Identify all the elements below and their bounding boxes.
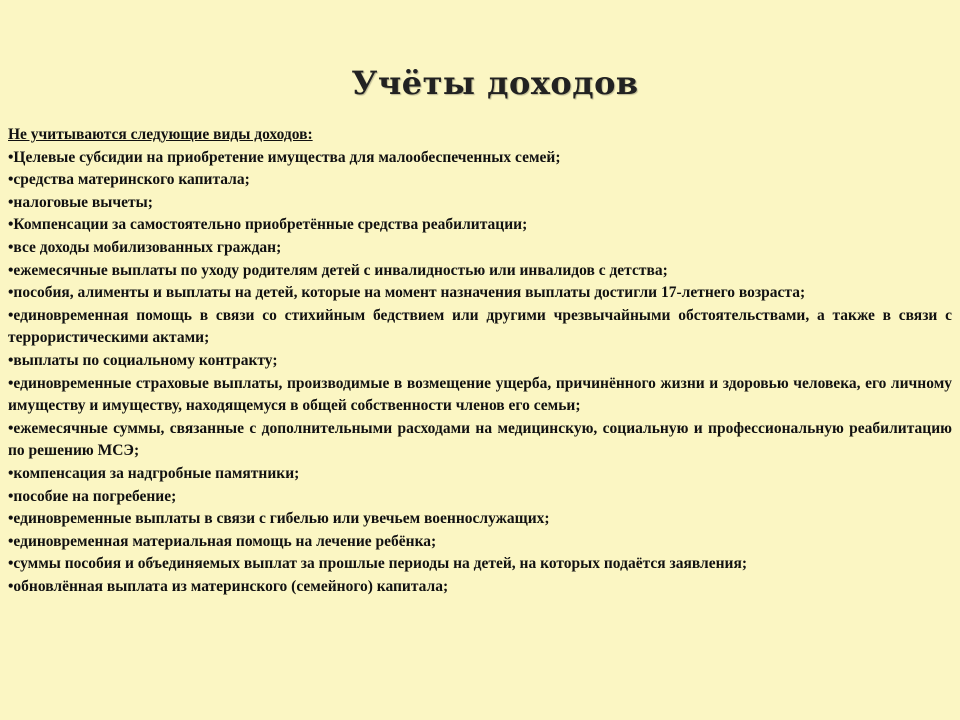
list-item: •пособия, алименты и выплаты на детей, которые на момент назначения выплаты достигли 17-летнего возраста; bbox=[8, 284, 806, 302]
slide-content bbox=[8, 124, 952, 598]
list-item: •единовременные страховые выплаты, производимые в возмещение ущерба, причинённого жизни и здоровью человека, его личному имуществу и имуществу, находящемуся в общей собственности членов его семьи; bbox=[8, 374, 952, 415]
slide-title: Учёты доходов bbox=[351, 64, 639, 102]
list-item: •Компенсации за самостоятельно приобретённые средства реабилитации; bbox=[8, 216, 528, 234]
list-item: •единовременные выплаты в связи с гибелью или увечьем военнослужащих; bbox=[8, 510, 550, 528]
list-item: •все доходы мобилизованных граждан; bbox=[8, 238, 282, 256]
list-item: •средства материнского капитала; bbox=[8, 171, 250, 189]
list-item: •Целевые субсидии на приобретение имущества для малообеспеченных семей; bbox=[8, 148, 561, 166]
list-item: •единовременная материальная помощь на лечение ребёнка; bbox=[8, 532, 437, 550]
list-item: •пособие на погребение; bbox=[8, 487, 177, 505]
list-item: •компенсация за надгробные памятники; bbox=[8, 464, 300, 482]
list-item: •обновлённая выплата из материнского (семейного) капитала; bbox=[8, 577, 449, 595]
list-heading: Не учитываются следующие виды доходов: bbox=[8, 126, 313, 143]
list-item: •налоговые вычеты; bbox=[8, 193, 153, 211]
list-item: •суммы пособия и объединяемых выплат за прошлые периоды на детей, на которых подаётся заявления; bbox=[8, 555, 748, 573]
income-exclusions-list bbox=[8, 147, 952, 599]
list-item: •единовременная помощь в связи со стихийным бедствием или другими чрезвычайными обстоятельствами, а также в связи с террористическими актами; bbox=[8, 306, 952, 347]
list-item: •ежемесячные выплаты по уходу родителям детей с инвалидностью или инвалидов с детства; bbox=[8, 261, 668, 279]
list-item: •выплаты по социальному контракту; bbox=[8, 351, 278, 369]
list-item: •ежемесячные суммы, связанные с дополнительными расходами на медицинскую, социальную и профессиональную реабилитацию по решению МСЭ; bbox=[8, 419, 952, 460]
